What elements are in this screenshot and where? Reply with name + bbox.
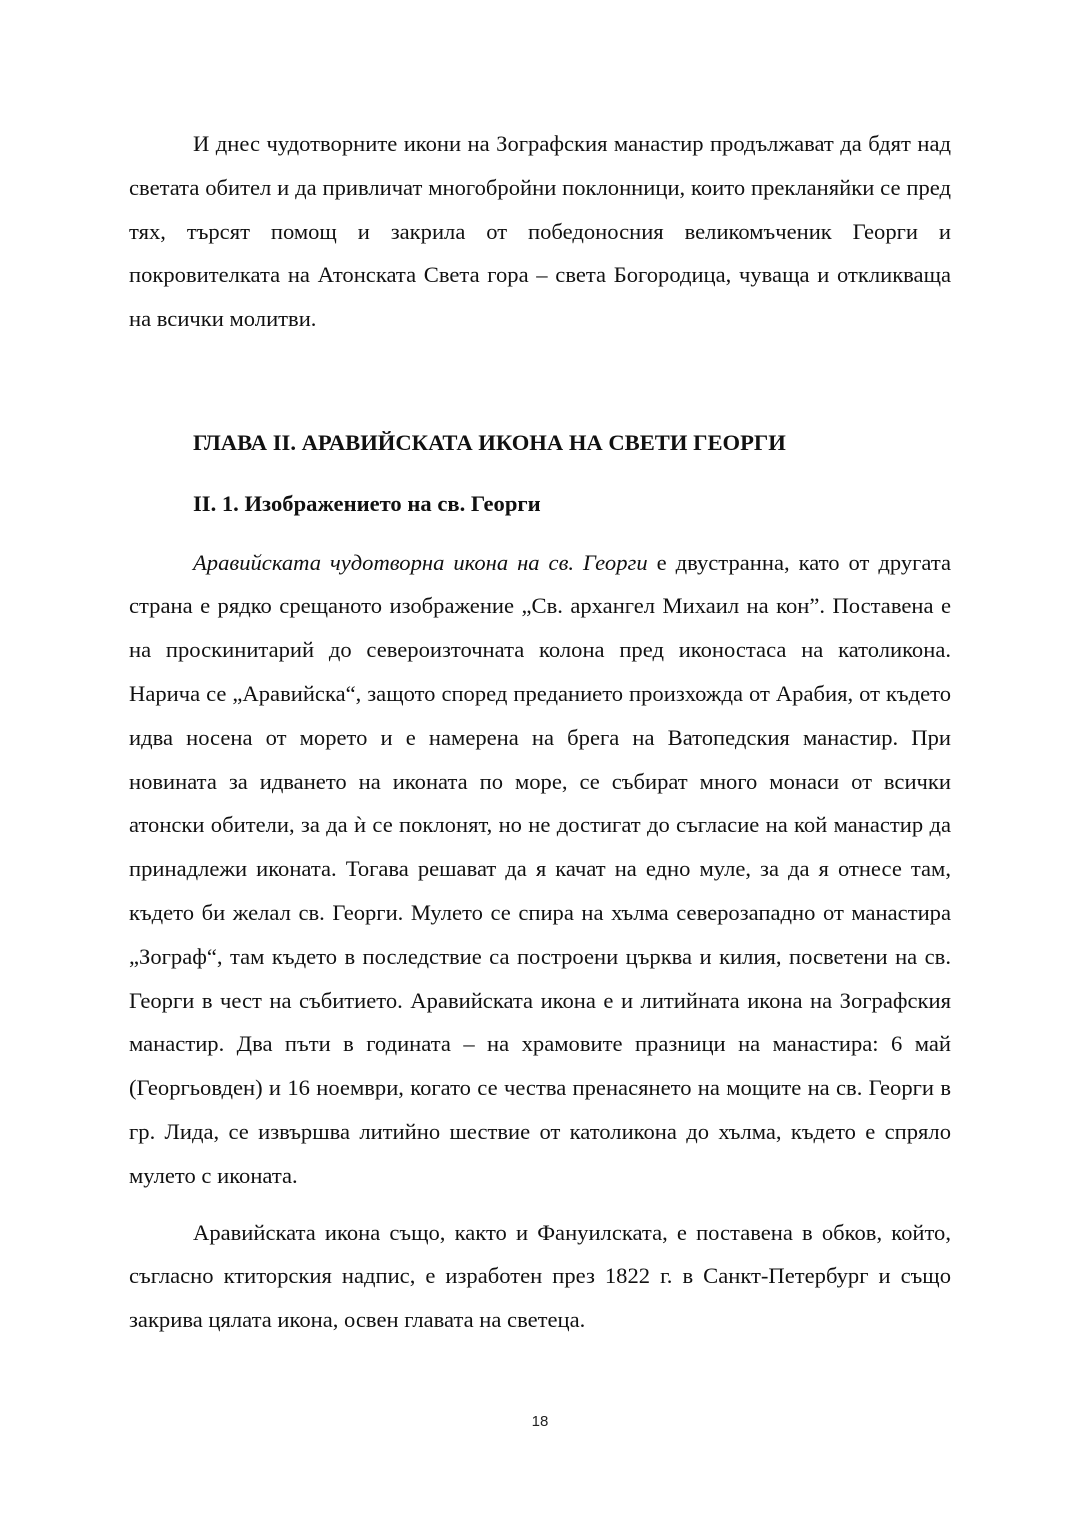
- body-paragraph-icon-description: [129, 541, 951, 1198]
- body-paragraph-cover: Аравийската икона също, както и Фануилската, е поставена в обков, който, съгласно ктиторския надпис, е изработен през 1822 г. в Санкт-Петербург и също закрива цялата икона, освен главата на светеца.: [129, 1219, 951, 1333]
- page-number: 18: [531, 1413, 549, 1430]
- chapter-heading: ГЛАВА II. АРАВИЙСКАТА ИКОНА НА СВЕТИ ГЕОРГИ: [193, 429, 786, 455]
- intro-paragraph: И днес чудотворните икони на Зографския манастир продължават да бдят над светата обител и да привличат многобройни поклонници, които прекланяйки се пред тях, търсят помощ и закрила от победоносния великомъченик Георги и покровителката на Атонската Света гора – света Богородица, чуваща и откликваща на всички молитви.: [129, 131, 951, 332]
- body-paragraph-text: е двустранна, като от другата страна е рядко срещаното изображение „Св. архангел Михаил на кон”. Поставена е на проскинитарий до североизточната колона пред иконостаса на католикона. Нарича се „Аравийска“, защото според преданието произхожда от Арабия, от където идва носена от морето и е намерена на брега на Ватопедския манастир. При новината за идването на иконата по море, се събират много монаси от всички атонски обители, за да ѝ се поклонят, но не достигат до съгласие на кой манастир да принадлежи иконата. Тогава решават да я качат на едно муле, за да я отнесе там, където би желал св. Георги. Мулето се спира на хълма северозападно от манастира „Зограф“, там където в последствие са построени църква и килия, посветени на св. Георги в чест на събитието. Аравийската икона е и литийната икона на Зографския манастир. Два пъти в годината – на храмовите празници на манастира: 6 май (Георгьовден) и 16 ноември, когато се чества пренасянето на мощите на св. Георги в гр. Лида, се извършва литийно шествие от католикона до хълма, където е спряло мулето с иконата.: [129, 549, 952, 1188]
- icon-title-italic: Аравийската чудотворна икона на св. Георги: [193, 549, 648, 575]
- section-heading: II. 1. Изображението на св. Георги: [193, 490, 541, 516]
- page-content: [129, 122, 951, 1342]
